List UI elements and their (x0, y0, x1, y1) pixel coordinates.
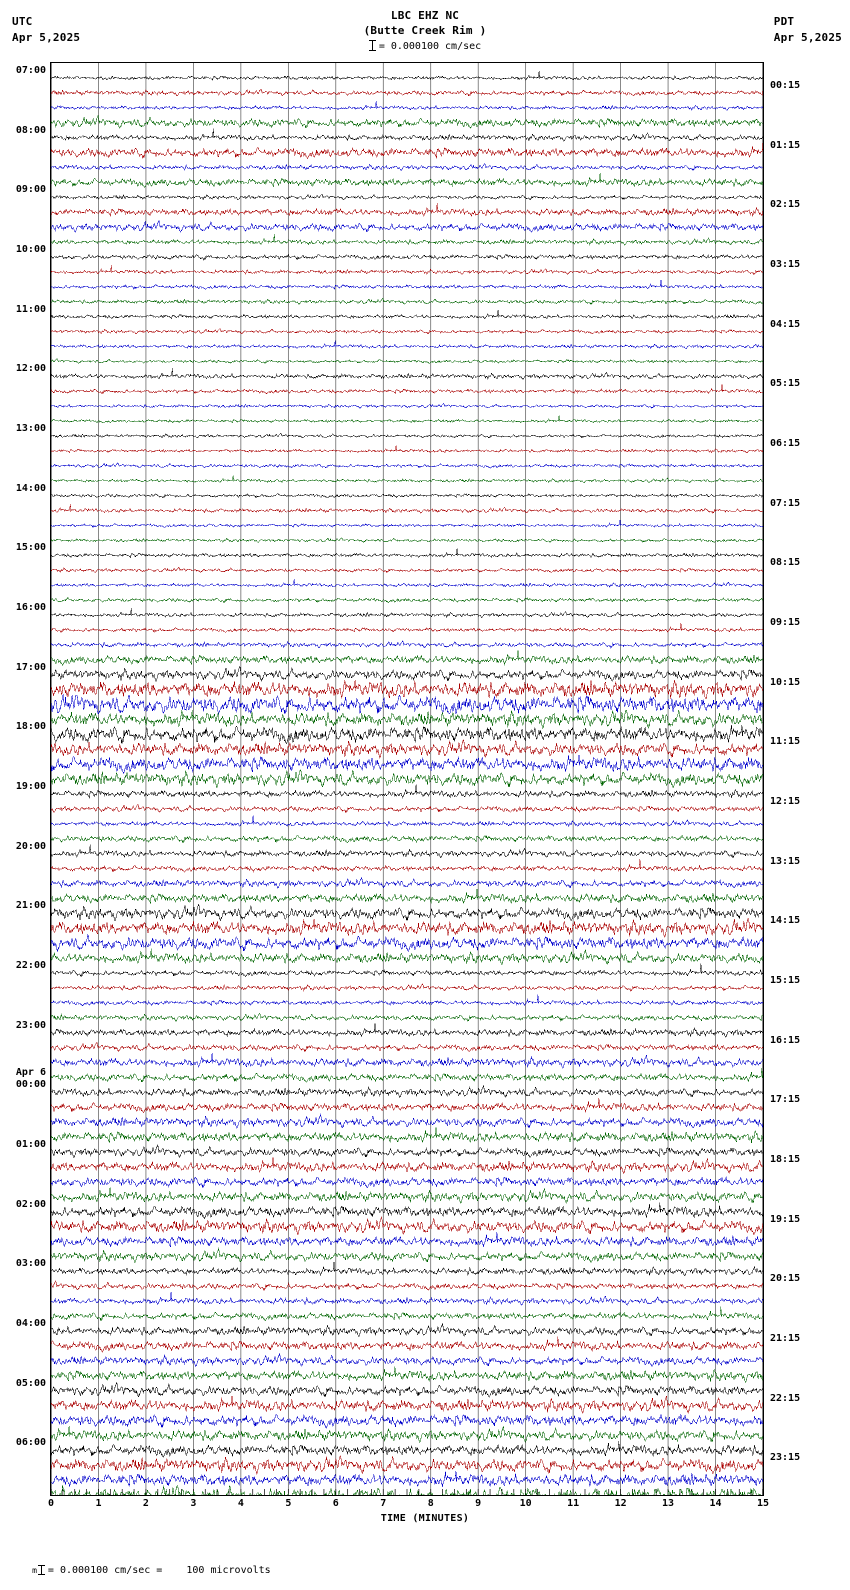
x-tick-7: 7 (380, 1498, 387, 1509)
right-tick-0715: 07:15 (770, 497, 801, 509)
left-tick-1900: 19:00 (15, 781, 46, 792)
right-tick-1715: 17:15 (770, 1094, 801, 1106)
footer-scale-bar-icon (38, 1565, 45, 1575)
left-tick-1400: 14:00 (15, 482, 46, 494)
left-tick-1700: 17:00 (15, 661, 46, 673)
header-center (0, 8, 850, 38)
left-tick-0400: 04:00 (15, 1318, 46, 1329)
x-tick-9: 9 (475, 1498, 482, 1509)
left-tick-0800: 08:00 (15, 124, 46, 136)
right-tick-1815: 18:15 (770, 1153, 801, 1165)
right-tick-0515: 05:15 (770, 378, 801, 390)
right-tick-1915: 19:15 (770, 1213, 801, 1225)
x-tick-2: 2 (142, 1498, 149, 1509)
station-location: (Butte Creek Rim ) (363, 24, 487, 37)
right-tick-2115: 21:15 (770, 1332, 801, 1344)
left-tick-2000: 20:00 (15, 840, 46, 852)
x-tick-12: 12 (614, 1498, 627, 1509)
header-right (774, 14, 842, 46)
left-tick-1100: 11:00 (15, 303, 46, 315)
left-tick-1800: 18:00 (15, 721, 46, 733)
pdt-date: Apr 5,2025 (773, 31, 842, 44)
left-tick-1600: 16:00 (15, 602, 46, 613)
left-tick-1200: 12:00 (15, 363, 46, 375)
left-tick-0700: 07:00 (15, 65, 46, 76)
left-tick-1000: 10:00 (15, 244, 46, 255)
left-tick-1300: 13:00 (15, 423, 46, 434)
footer-scale-text: = 0.000100 cm/sec = 100 microvolts (47, 1565, 271, 1576)
right-tick-0215: 02:15 (770, 199, 801, 211)
right-tick-0415: 04:15 (770, 318, 801, 330)
x-tick-10: 10 (519, 1498, 532, 1509)
helicorder-plot (50, 62, 764, 1496)
x-tick-8: 8 (427, 1498, 434, 1509)
left-tick-0000: 00:00 (15, 1079, 46, 1091)
right-tick-0015: 00:15 (770, 79, 801, 91)
x-tick-11: 11 (567, 1498, 580, 1509)
pdt-label: PDT (773, 15, 795, 28)
right-tick-0815: 08:15 (770, 557, 801, 569)
right-tick-1515: 15:15 (770, 974, 801, 986)
left-tick-1500: 15:00 (15, 542, 46, 554)
right-tick-0615: 06:15 (770, 437, 801, 449)
x-tick-6: 6 (332, 1498, 339, 1509)
x-axis-tick-labels (0, 1498, 850, 1512)
scale-bar-icon (369, 40, 376, 51)
footer-scale: m = 0.000100 cm/sec = 100 microvolts (32, 1565, 271, 1576)
left-tick-0900: 09:00 (15, 184, 46, 196)
left-tick-daybreak: Apr 6 (15, 1067, 46, 1079)
right-tick-1415: 14:15 (770, 915, 801, 927)
left-tick-0200: 02:00 (15, 1198, 46, 1210)
left-tick-0100: 01:00 (15, 1139, 46, 1150)
left-tick-2100: 21:00 (15, 900, 46, 912)
left-tick-2200: 22:00 (15, 960, 46, 971)
utc-label: UTC (12, 15, 33, 28)
x-tick-3: 3 (190, 1498, 197, 1509)
right-tick-1215: 12:15 (770, 795, 801, 807)
left-tick-2300: 23:00 (15, 1019, 46, 1031)
right-tick-2015: 20:15 (770, 1273, 801, 1285)
right-tick-0315: 03:15 (770, 258, 801, 270)
left-tick-0600: 06:00 (15, 1437, 46, 1449)
right-tick-1015: 10:15 (770, 676, 801, 688)
left-tick-0500: 05:00 (15, 1377, 46, 1389)
x-tick-15: 15 (756, 1498, 770, 1509)
scale-legend-text: = 0.000100 cm/sec (378, 41, 482, 52)
x-tick-13: 13 (662, 1498, 675, 1509)
right-tick-0915: 09:15 (770, 616, 801, 628)
right-tick-1115: 11:15 (770, 736, 801, 748)
x-tick-5: 5 (285, 1498, 292, 1509)
right-tick-2315: 23:15 (770, 1452, 801, 1464)
station-title: LBC EHZ NC (390, 9, 460, 22)
seismogram-canvas (51, 63, 763, 1495)
x-axis-title: TIME (MINUTES) (380, 1513, 470, 1524)
x-tick-1: 1 (95, 1498, 102, 1509)
left-tick-0300: 03:00 (15, 1258, 46, 1270)
x-tick-4: 4 (237, 1498, 244, 1509)
right-tick-1315: 13:15 (770, 855, 801, 867)
x-tick-0: 0 (47, 1498, 55, 1509)
right-tick-1615: 16:15 (770, 1034, 801, 1046)
scale-legend (0, 40, 850, 53)
right-tick-2215: 22:15 (770, 1392, 801, 1404)
right-tick-0115: 01:15 (770, 139, 801, 151)
utc-date: Apr 5,2025 (12, 31, 81, 44)
x-tick-14: 14 (709, 1498, 722, 1509)
